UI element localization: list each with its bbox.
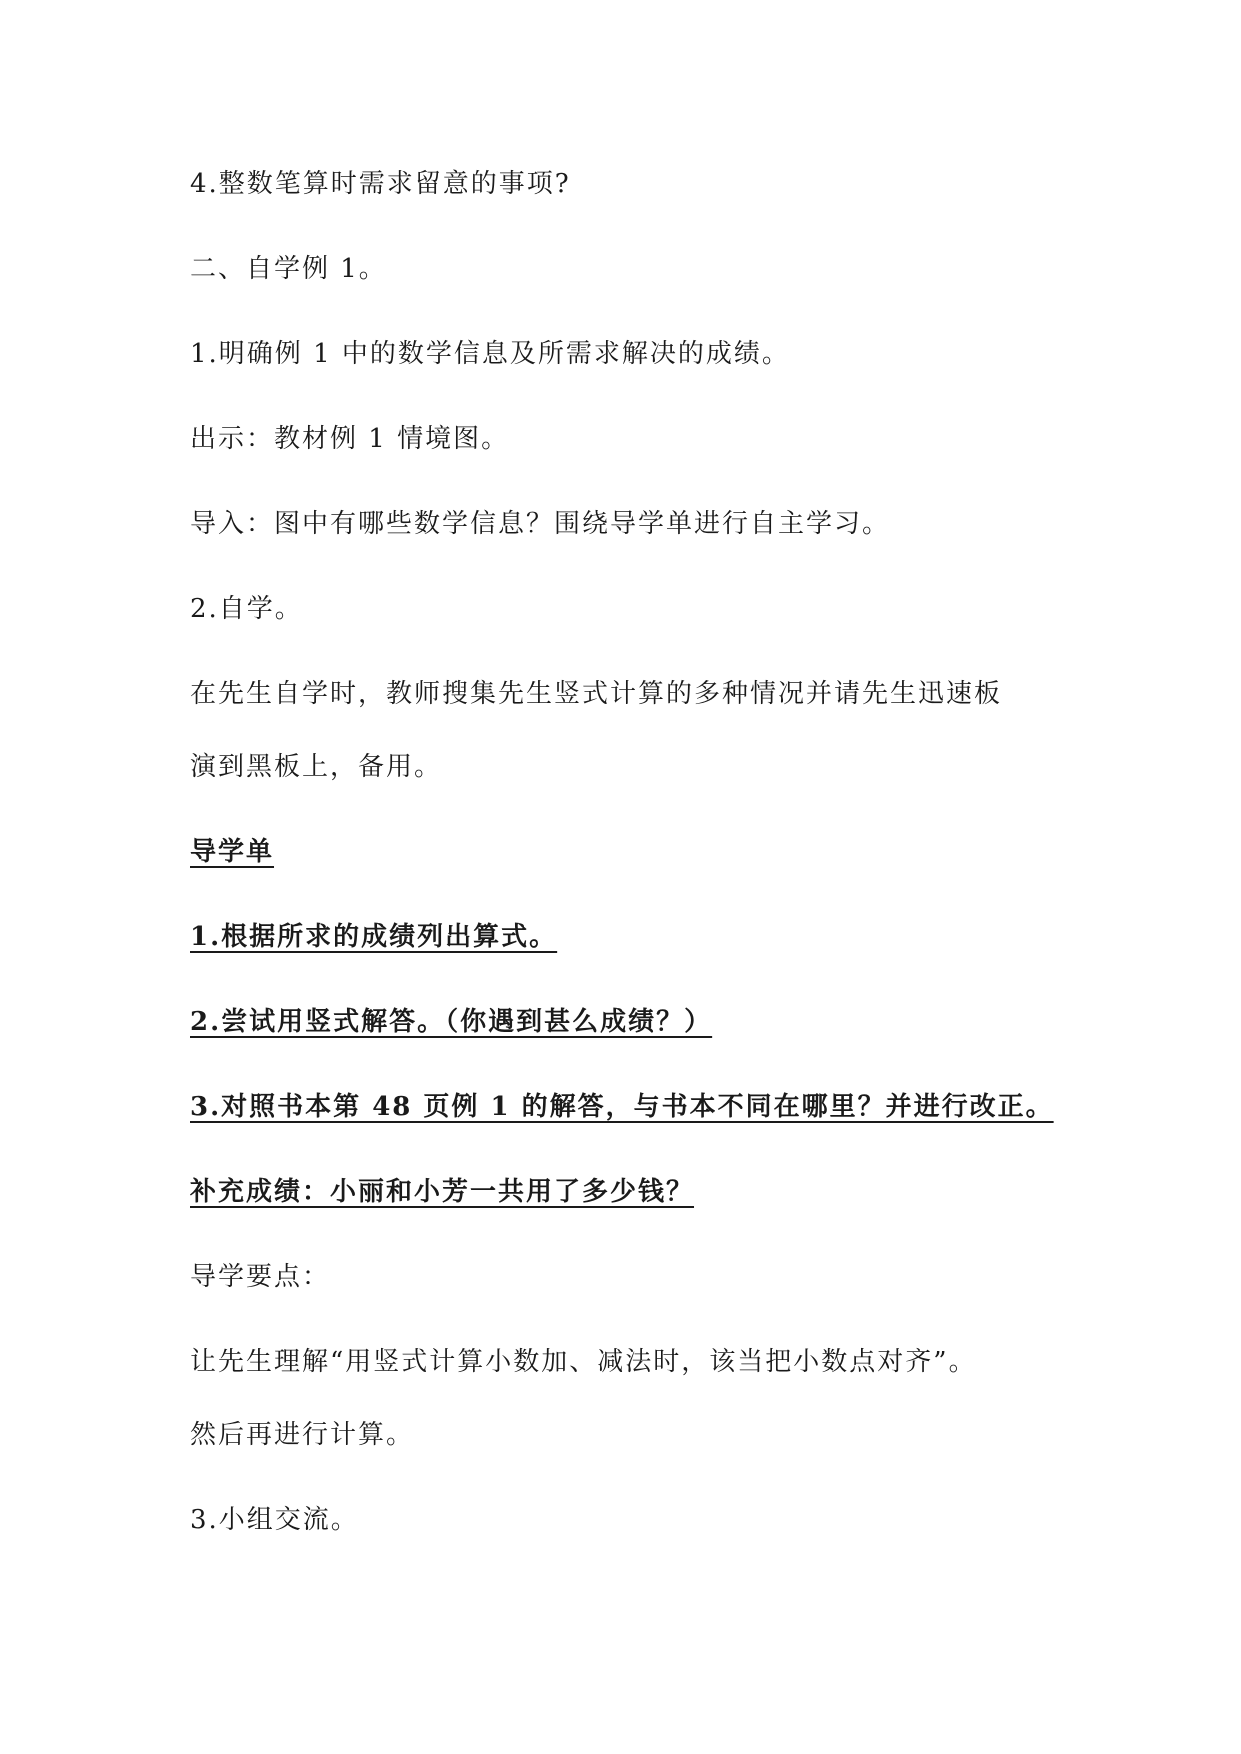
text-line: 出示：教材例 1 情境图。: [190, 424, 510, 454]
guide-sheet-item: 补充成绩：小丽和小芳一共用了多少钱？: [190, 1177, 695, 1207]
guide-sheet-title: 导学单: [190, 837, 275, 867]
text-line: 在先生自学时，教师搜集先生竖式计算的多种情况并请先生迅速板: [190, 679, 1003, 709]
text-line: 然后再进行计算。: [190, 1420, 415, 1450]
text-line: 导学要点：: [190, 1262, 331, 1292]
guide-sheet-item: 3.对照书本第 48 页例 1 的解答，与书本不同在哪里？并进行改正。: [190, 1092, 1054, 1122]
text-line: 导入：图中有哪些数学信息？围绕导学单进行自主学习。: [190, 509, 891, 539]
text-line: 让先生理解“用竖式计算小数加、减法时，该当把小数点对齐”。: [190, 1347, 977, 1377]
text-line: 2.自学。: [190, 594, 303, 624]
text-line: 1.明确例 1 中的数学信息及所需求解决的成绩。: [190, 339, 790, 369]
guide-sheet-item: 1.根据所求的成绩列出算式。: [190, 922, 558, 952]
section-heading: 二、自学例 1。: [190, 254, 387, 284]
text-line: 演到黑板上，备用。: [190, 752, 443, 782]
text-line: 3.小组交流。: [190, 1505, 359, 1535]
guide-sheet-item: 2.尝试用竖式解答。（你遇到甚么成绩？）: [190, 1007, 713, 1037]
text-line: 4.整数笔算时需求留意的事项?: [190, 169, 571, 199]
